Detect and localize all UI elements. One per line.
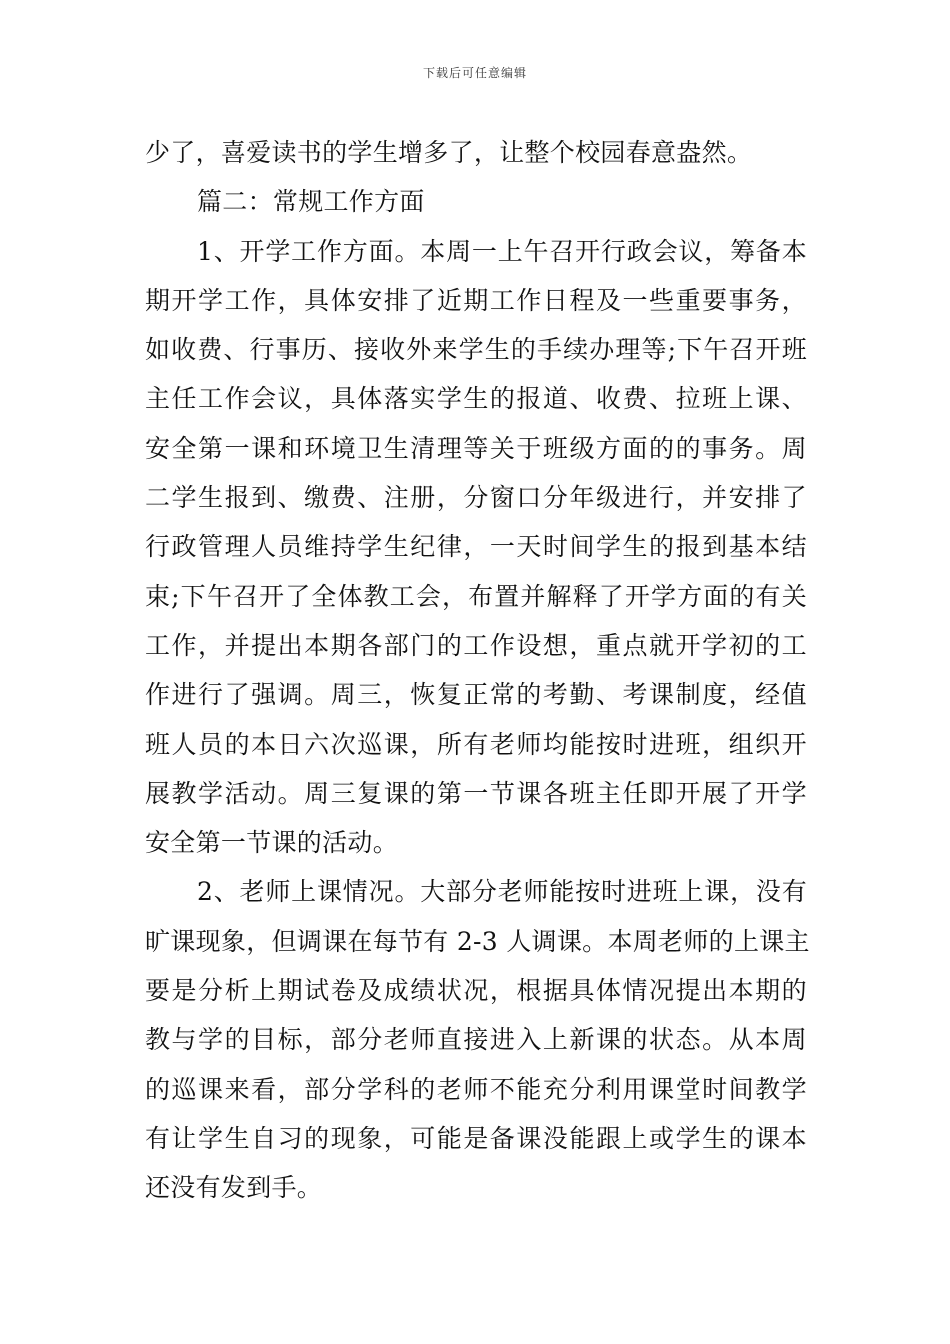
text-line: 束;下午召开了全体教工会，布置并解释了开学方面的有关 <box>145 581 807 611</box>
text-line: 少了，喜爱读书的学生增多了，让整个校园春意盎然。 <box>145 138 753 167</box>
text-line: 工作，并提出本期各部门的工作设想，重点就开学初的工 <box>145 630 807 660</box>
body-text <box>145 128 810 1213</box>
text-line: 教与学的目标，部分老师直接进入上新课的状态。从本周 <box>145 1025 807 1055</box>
text-line: 期开学工作，具体安排了近期工作日程及一些重要事务， <box>145 285 807 315</box>
text-line: 作进行了强调。周三，恢复正常的考勤、考课制度，经值 <box>145 680 807 710</box>
text-line: 要是分析上期试卷及成绩状况，根据具体情况提出本期的 <box>145 976 807 1006</box>
text-line: 还没有发到手。 <box>145 1173 323 1203</box>
text-line: 行政管理人员维持学生纪律，一天时间学生的报到基本结 <box>145 532 807 562</box>
section-heading: 篇二：常规工作方面 <box>197 187 425 217</box>
text-line: 1、开学工作方面。本周一上午召开行政会议，筹备本 <box>197 236 807 266</box>
text-line: 如收费、行事历、接收外来学生的手续办理等;下午召开班 <box>145 335 807 365</box>
text-line: 主任工作会议，具体落实学生的报道、收费、拉班上课、 <box>145 384 807 414</box>
text-line: 二学生报到、缴费、注册，分窗口分年级进行，并安排了 <box>145 483 807 513</box>
text-line: 的巡课来看，部分学科的老师不能充分利用课堂时间教学 <box>145 1074 807 1104</box>
text-line: 旷课现象，但调课在每节有 2-3 人调课。本周老师的上课主 <box>145 926 810 956</box>
text-line: 班人员的本日六次巡课，所有老师均能按时进班，组织开 <box>145 729 807 759</box>
text-line: 安全第一课和环境卫生清理等关于班级方面的的事务。周 <box>145 433 807 463</box>
text-line: 安全第一节课的活动。 <box>145 828 399 858</box>
page-header: 下载后可任意编辑 <box>422 66 527 80</box>
text-line: 展教学活动。周三复课的第一节课各班主任即开展了开学 <box>145 778 807 808</box>
text-line: 有让学生自习的现象，可能是备课没能跟上或学生的课本 <box>145 1123 807 1153</box>
text-line: 2、老师上课情况。大部分老师能按时进班上课，没有 <box>197 877 807 907</box>
